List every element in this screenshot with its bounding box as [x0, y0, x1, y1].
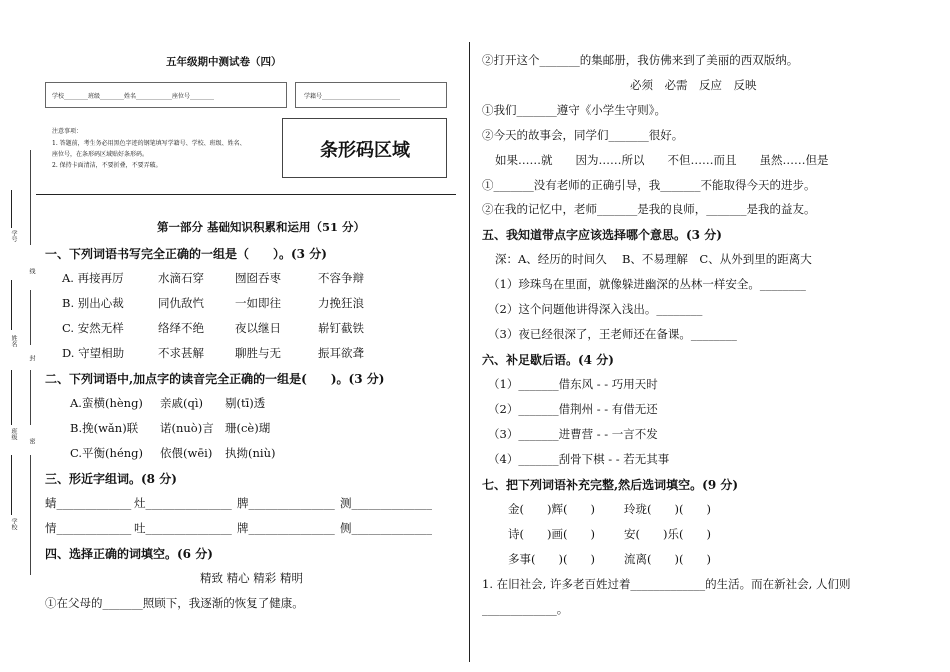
- info-fields: 学校________班级________姓名____________座位号________: [52, 93, 215, 100]
- barcode-area: [282, 118, 447, 178]
- side-blank-line: [11, 455, 12, 515]
- q4-title: 四、选择正确的词填空。(6 分): [45, 547, 213, 561]
- q2-option-cell: A.蛮横(hèng): [70, 396, 143, 410]
- header-rule: [36, 194, 456, 195]
- q4-word-choices-3: 如果……就 因为……所以 不但……而且 虽然……但是: [495, 153, 829, 167]
- side-label-line: 线: [28, 268, 35, 274]
- side-label-seal2: 密: [28, 438, 35, 444]
- q1-option-cell: 不容争辩: [318, 271, 364, 285]
- q7-word-blank: 多事( )( ): [508, 552, 595, 566]
- side-label-seal: 封: [28, 355, 35, 361]
- q1-option-cell: 力挽狂浪: [318, 296, 364, 310]
- q2-option-cell: 亲戚(qì): [160, 396, 204, 410]
- side-blank-line: [11, 370, 12, 425]
- q3-word-blank: 牌_______________: [237, 521, 335, 535]
- q3-word-blank: 脾_______________: [237, 496, 335, 510]
- q1-option-cell: 同仇敌忾: [158, 296, 204, 310]
- q7-title: 七、把下列词语补充完整,然后选词填空。(9 分): [482, 478, 739, 492]
- info-box: [45, 82, 287, 108]
- q4-sentence-5: ①_______没有老师的正确引导，我_______不能取得今天的进步。: [482, 178, 816, 192]
- q6-item: （4）_______刮骨下棋 - - 若无其事: [488, 452, 670, 466]
- q1-option-cell: 聊胜与无: [235, 346, 281, 360]
- q4-word-choices: 精致 精心 精彩 精明: [200, 571, 303, 585]
- notes-line-3: 2. 保持卡面清洁，不要折叠，不要弄破。: [52, 162, 162, 169]
- q1-option-cell: 水滴石穿: [158, 271, 204, 285]
- q6-title: 六、补足歇后语。(4 分): [482, 353, 614, 367]
- q1-option-cell: 夜以继日: [235, 321, 281, 335]
- side-blank-line: [11, 190, 12, 228]
- notes-line-1: 1. 答题前，考生务必用黑色字迹的钢笔填写学籍号、学校、班级、姓名、: [52, 140, 246, 147]
- q5-options: 深：A、经历的时间久 B、不易理解 C、从外到里的距离大: [495, 252, 812, 266]
- student-no-field: 学籍号__________________________: [304, 93, 401, 100]
- q1-option-cell: 振耳欲聋: [318, 346, 364, 360]
- q7-fill-1: 1. 在旧社会, 许多老百姓过着_____________的生活。而在新社会, 人们则: [482, 577, 851, 591]
- q3-title: 三、形近字组词。(8 分): [45, 472, 177, 486]
- side-label-class: 班级: [10, 428, 17, 440]
- q1-option-cell: 囫囵吞枣: [235, 271, 281, 285]
- side-blank-line: [11, 280, 12, 330]
- fold-line: [30, 150, 31, 245]
- q5-item-3: （3）夜已经很深了，王老师还在备课。________: [488, 327, 737, 341]
- q1-option-cell: 络绎不绝: [158, 321, 204, 335]
- q1-option-cell: A. 再接再厉: [62, 271, 124, 285]
- q4-sentence-4: ②今天的故事会，同学们_______很好。: [482, 128, 684, 142]
- q3-word-blank: 测______________: [340, 496, 432, 510]
- q1-option-cell: 一如即往: [235, 296, 281, 310]
- q2-option-cell: 依偎(wēi): [160, 446, 213, 460]
- q2-title: 二、下列词语中,加点字的读音完全正确的一组是( )。(3 分): [45, 372, 385, 386]
- q6-item: （1）_______借东风 - - 巧用天时: [488, 377, 658, 391]
- q5-item-2: （2）这个问题他讲得深入浅出。________: [488, 302, 703, 316]
- q3-word-blank: 情_____________: [45, 521, 132, 535]
- q2-option-cell: B.挽(wǎn)联: [70, 421, 139, 435]
- q1-option-cell: D. 守望相助: [62, 346, 125, 360]
- fold-line: [30, 370, 31, 425]
- fold-line: [30, 455, 31, 575]
- q4-sentence-3: ①我们_______遵守《小学生守则》。: [482, 103, 666, 117]
- q6-item: （2）_______借荆州 - - 有借无还: [488, 402, 658, 416]
- notes-line-2: 座位号，在条形码区域贴好条形码。: [52, 151, 149, 158]
- q1-title: 一、下列词语书写完全正确的一组是（ ）。(3 分): [45, 247, 327, 261]
- q2-option-cell: 剔(tī)透: [225, 396, 266, 410]
- q7-word-blank: 安( )乐( ): [624, 527, 711, 541]
- fold-line: [30, 290, 31, 345]
- q3-word-blank: 侧______________: [340, 521, 432, 535]
- q5-item-1: （1）珍珠鸟在里面，就像躲进幽深的丛林一样安全。________: [488, 277, 806, 291]
- q1-option-cell: B. 别出心裁: [62, 296, 124, 310]
- q3-word-blank: 灶_______________: [134, 496, 232, 510]
- q2-option-cell: 诺(nuò)言: [160, 421, 214, 435]
- part1-heading: 第一部分 基础知识积累和运用（51 分）: [157, 220, 366, 234]
- notes-heading: 注意事项：: [52, 128, 83, 135]
- barcode-label: 条形码区域: [320, 140, 410, 161]
- exam-title: 五年级期中测试卷（四）: [166, 56, 282, 68]
- student-no-box: [295, 82, 447, 108]
- side-label-name: 姓名: [10, 335, 17, 347]
- q7-word-blank: 流离( )( ): [624, 552, 711, 566]
- q7-word-blank: 金( )辉( ): [508, 502, 595, 516]
- q1-option-cell: 不求甚解: [158, 346, 204, 360]
- q2-option-cell: C.平衡(héng): [70, 446, 143, 460]
- page-divider: [469, 42, 470, 662]
- q4-sentence-2: ②打开这个_______的集邮册，我仿佛来到了美丽的西双版纳。: [482, 53, 799, 67]
- q4-sentence-6: ②在我的记忆中，老师_______是我的良师，_______是我的益友。: [482, 202, 816, 216]
- q5-title: 五、我知道带点字应该选择哪个意思。(3 分): [482, 228, 722, 242]
- q3-word-blank: 蜻_____________: [45, 496, 132, 510]
- q6-item: （3）_______进曹营 - - 一言不发: [488, 427, 658, 441]
- side-label-student-id: 学号: [10, 230, 17, 242]
- q3-word-blank: 吐_______________: [134, 521, 232, 535]
- q4-word-choices-2: 必须 必需 反应 反映: [630, 78, 757, 92]
- q1-option-cell: 崭钉截铁: [318, 321, 364, 335]
- q4-sentence-1: ①在父母的_______照顾下，我逐渐的恢复了健康。: [45, 596, 304, 610]
- q7-word-blank: 玲珑( )( ): [624, 502, 711, 516]
- q2-option-cell: 执拗(niù): [225, 446, 276, 460]
- side-label-school: 学校: [10, 518, 17, 530]
- q7-fill-2: _____________。: [482, 602, 569, 616]
- q1-option-cell: C. 安然无样: [62, 321, 124, 335]
- q7-word-blank: 诗( )画( ): [508, 527, 595, 541]
- q2-option-cell: 珊(cè)瑚: [225, 421, 271, 435]
